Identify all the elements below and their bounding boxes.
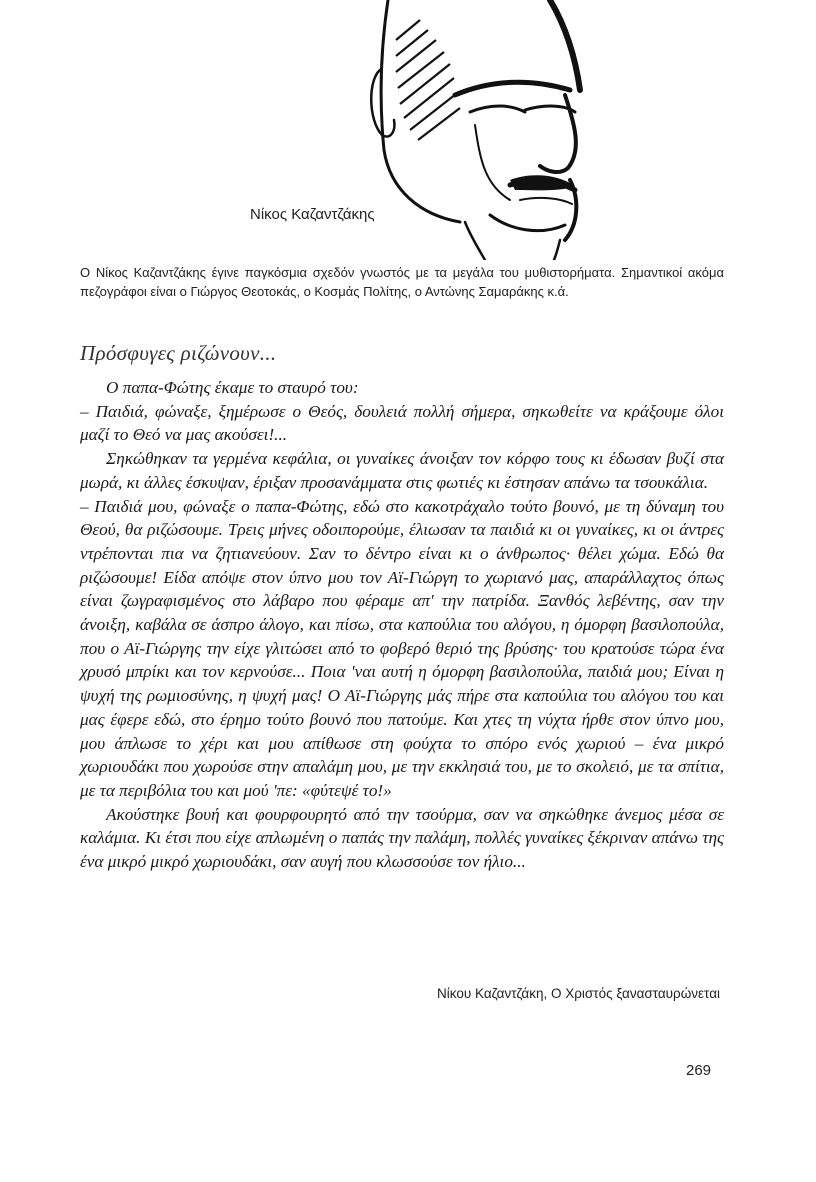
intro-paragraph: Ο Νίκος Καζαντζάκης έγινε παγκόσμια σχεδόν γνωστός με τα μεγάλα του μυθιστορήματα. Σημαντικοί ακόμα πεζογράφοι είναι ο Γιώργος Θεοτοκάς, ο Κοσμάς Πολίτης, ο Αντώνης Σαμαράκης κ.ά. <box>80 265 724 299</box>
kazantzakis-portrait-sketch <box>360 0 620 260</box>
story-paragraph: – Παιδιά μου, φώναξε ο παπα-Φώτης, εδώ στο κακοτράχαλο τούτο βουνό, με τη δύναμη του Θεού, θα ριζώσουμε. Τρεις μήνες οδοιπορούμε, έλιωσαν τα παιδιά κι οι γυναίκες, κι οι άντρες ντρέπονται πια να ζητιανεύουν. Σαν το δέντρο είναι κι ο άνθρωπος· θέλει χώμα. Εδώ θα ριζώσουμε! Είδα απόψε στον ύπνο μου τον Αϊ-Γιώργη το χωριανό μας, απαράλλαχτος όπως είναι ζωγραφισμένος στο λάβαρο που φέραμε απ' την πατρίδα. Ξανθός λεβέντης, σαν την άνοιξη, καβάλα σε άσπρο άλογο, και πίσω, στα καπούλια του αλόγου, η όμορφη βασιλοπούλα, που ο Αϊ-Γιώργης την είχε γλιτώσει από το φοβερό θεριό της βρύσης· του κρατούσε τώρα ένα χρυσό μπρίκι και τον κερνούσε... Ποια 'ναι αυτή η όμορφη βασιλοπούλα, παιδιά μου; Είναι η ψυχή της ρωμιοσύνης, η ψυχή μας! Ο Αϊ-Γιώργης μάς πήρε στα καπούλια του αλόγου του και μας έφερε εδώ, στο έρημο τούτο βουνό που πατούμε. Και χτες τη νύχτα ήρθε στον ύπνο μου, μου άπλωσε το χέρι και μου απίθωσε στη φούχτα το σπόρο ενός χωριού – ένα μικρό χωριουδάκι που χωρούσε στην απαλάμη μου, με την εκκλησιά του, με το σκολειό, με τα σπίτια, με τα περιβόλια του και μού 'πε: «φύτεψέ το!» <box>80 496 724 800</box>
story-paragraph: Ακούστηκε βουή και φουρφουρητό από την τσούρμα, σαν να σηκώθηκε άνεμος μέσα σε καλάμια. Κι έτσι που είχε απλωμένη ο παπάς την παλάμη, πολλές γυναίκες ξέκριναν απάνω της ένα μικρό μικρό χωριουδάκι, σαν αυγή που κλωσσούσε τον ήλιο... <box>80 804 724 872</box>
story-paragraph: – Παιδιά, φώναξε, ξημέρωσε ο Θεός, δουλειά πολλή σήμερα, σηκωθείτε να κράξουμε όλοι μαζί το Θεό να μας ακούσει!... <box>80 401 724 445</box>
story-paragraph: Ο παπα-Φώτης έκαμε το σταυρό του: <box>106 378 359 397</box>
story-paragraph: Σηκώθηκαν τα γερμένα κεφάλια, οι γυναίκες άνοιξαν τον κόρφο τους κι έδωσαν βυζί στα μωρά, κι άλλες έσκυψαν, έριξαν προσανάμματα στις φωτιές κι έστησαν απάνω τα τσουκάλια. <box>80 449 724 492</box>
source-citation: Νίκου Καζαντζάκη, Ο Χριστός ξανασταυρώνεται <box>437 986 720 1001</box>
portrait-caption: Νίκος Καζαντζάκης <box>250 206 375 223</box>
excerpt-body <box>80 376 724 874</box>
excerpt-title: Πρόσφυγες ριζώνουν... <box>80 341 277 365</box>
page-number: 269 <box>686 1062 712 1079</box>
